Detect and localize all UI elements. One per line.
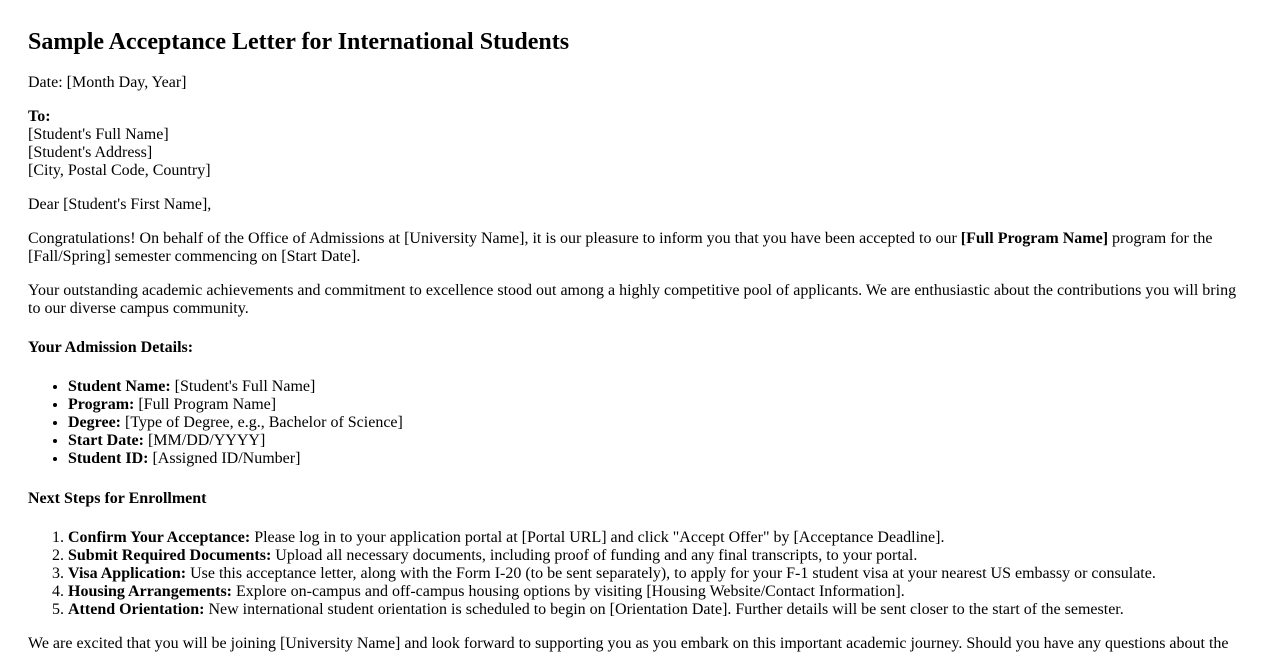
step-label: Visa Application: bbox=[68, 565, 187, 582]
recipient-city: [City, Postal Code, Country] bbox=[28, 162, 211, 179]
recipient-address: [Student's Address] bbox=[28, 144, 153, 161]
step-label: Attend Orientation: bbox=[68, 601, 205, 618]
para1-text-after: program for the [Fall/Spring] semester commencing on [Start Date]. bbox=[28, 230, 1213, 265]
detail-label: Student Name: bbox=[68, 378, 171, 395]
congratulations-paragraph bbox=[28, 230, 1244, 266]
detail-label: Degree: bbox=[68, 414, 121, 431]
date-line: Date: [Month Day, Year] bbox=[28, 74, 187, 91]
next-steps-heading: Next Steps for Enrollment bbox=[28, 490, 207, 507]
to-label: To: bbox=[28, 108, 51, 125]
list-item bbox=[68, 601, 1244, 619]
next-steps-list bbox=[28, 529, 1244, 619]
step-text: Please log in to your application portal at [Portal URL] and click "Accept Offer" by [Acceptance Deadline]. bbox=[250, 529, 945, 546]
detail-value: [Assigned ID/Number] bbox=[148, 450, 301, 467]
letter-page bbox=[28, 0, 1244, 653]
list-item bbox=[68, 378, 1244, 396]
detail-value: [MM/DD/YYYY] bbox=[143, 432, 266, 449]
list-item bbox=[68, 547, 1244, 565]
page-title: Sample Acceptance Letter for International Students bbox=[28, 29, 570, 55]
step-label: Submit Required Documents: bbox=[68, 547, 272, 564]
detail-label: Program: bbox=[68, 396, 135, 413]
list-item bbox=[68, 565, 1244, 583]
recipient-block bbox=[28, 108, 1244, 180]
step-label: Housing Arrangements: bbox=[68, 583, 232, 600]
list-item bbox=[68, 432, 1244, 450]
detail-label: Student ID: bbox=[68, 450, 149, 467]
step-text: Upload all necessary documents, including proof of funding and any final transcripts, to your portal. bbox=[271, 547, 918, 564]
admission-details-list bbox=[28, 378, 1244, 468]
achievements-paragraph: Your outstanding academic achievements and commitment to excellence stood out among a highly competitive pool of applicants. We are enthusiastic about the contributions you will bring to our diverse campus community. bbox=[28, 282, 1237, 317]
list-item bbox=[68, 396, 1244, 414]
step-label: Confirm Your Acceptance: bbox=[68, 529, 251, 546]
list-item bbox=[68, 450, 1244, 468]
detail-value: [Full Program Name] bbox=[134, 396, 277, 413]
list-item bbox=[68, 414, 1244, 432]
step-text: Use this acceptance letter, along with the Form I-20 (to be sent separately), to apply for your F-1 student visa at your nearest US embassy or consulate. bbox=[186, 565, 1156, 582]
closing-paragraph: We are excited that you will be joining [University Name] and look forward to supporting you as you embark on this important academic journey. Should you have any questions about the bbox=[28, 635, 1229, 652]
para1-text-before: Congratulations! On behalf of the Office of Admissions at [University Name], it is our pleasure to inform you that you have been accepted to our bbox=[28, 230, 961, 247]
admission-details-heading: Your Admission Details: bbox=[28, 339, 194, 356]
detail-value: [Student's Full Name] bbox=[170, 378, 316, 395]
step-text: Explore on-campus and off-campus housing options by visiting [Housing Website/Contact Information]. bbox=[232, 583, 905, 600]
list-item bbox=[68, 529, 1244, 547]
salutation: Dear [Student's First Name], bbox=[28, 196, 212, 213]
detail-value: [Type of Degree, e.g., Bachelor of Science] bbox=[121, 414, 403, 431]
step-text: New international student orientation is scheduled to begin on [Orientation Date]. Further details will be sent closer to the start of the semester. bbox=[204, 601, 1124, 618]
recipient-name: [Student's Full Name] bbox=[28, 126, 169, 143]
list-item bbox=[68, 583, 1244, 601]
detail-label: Start Date: bbox=[68, 432, 144, 449]
para1-program-name: [Full Program Name] bbox=[960, 230, 1109, 247]
